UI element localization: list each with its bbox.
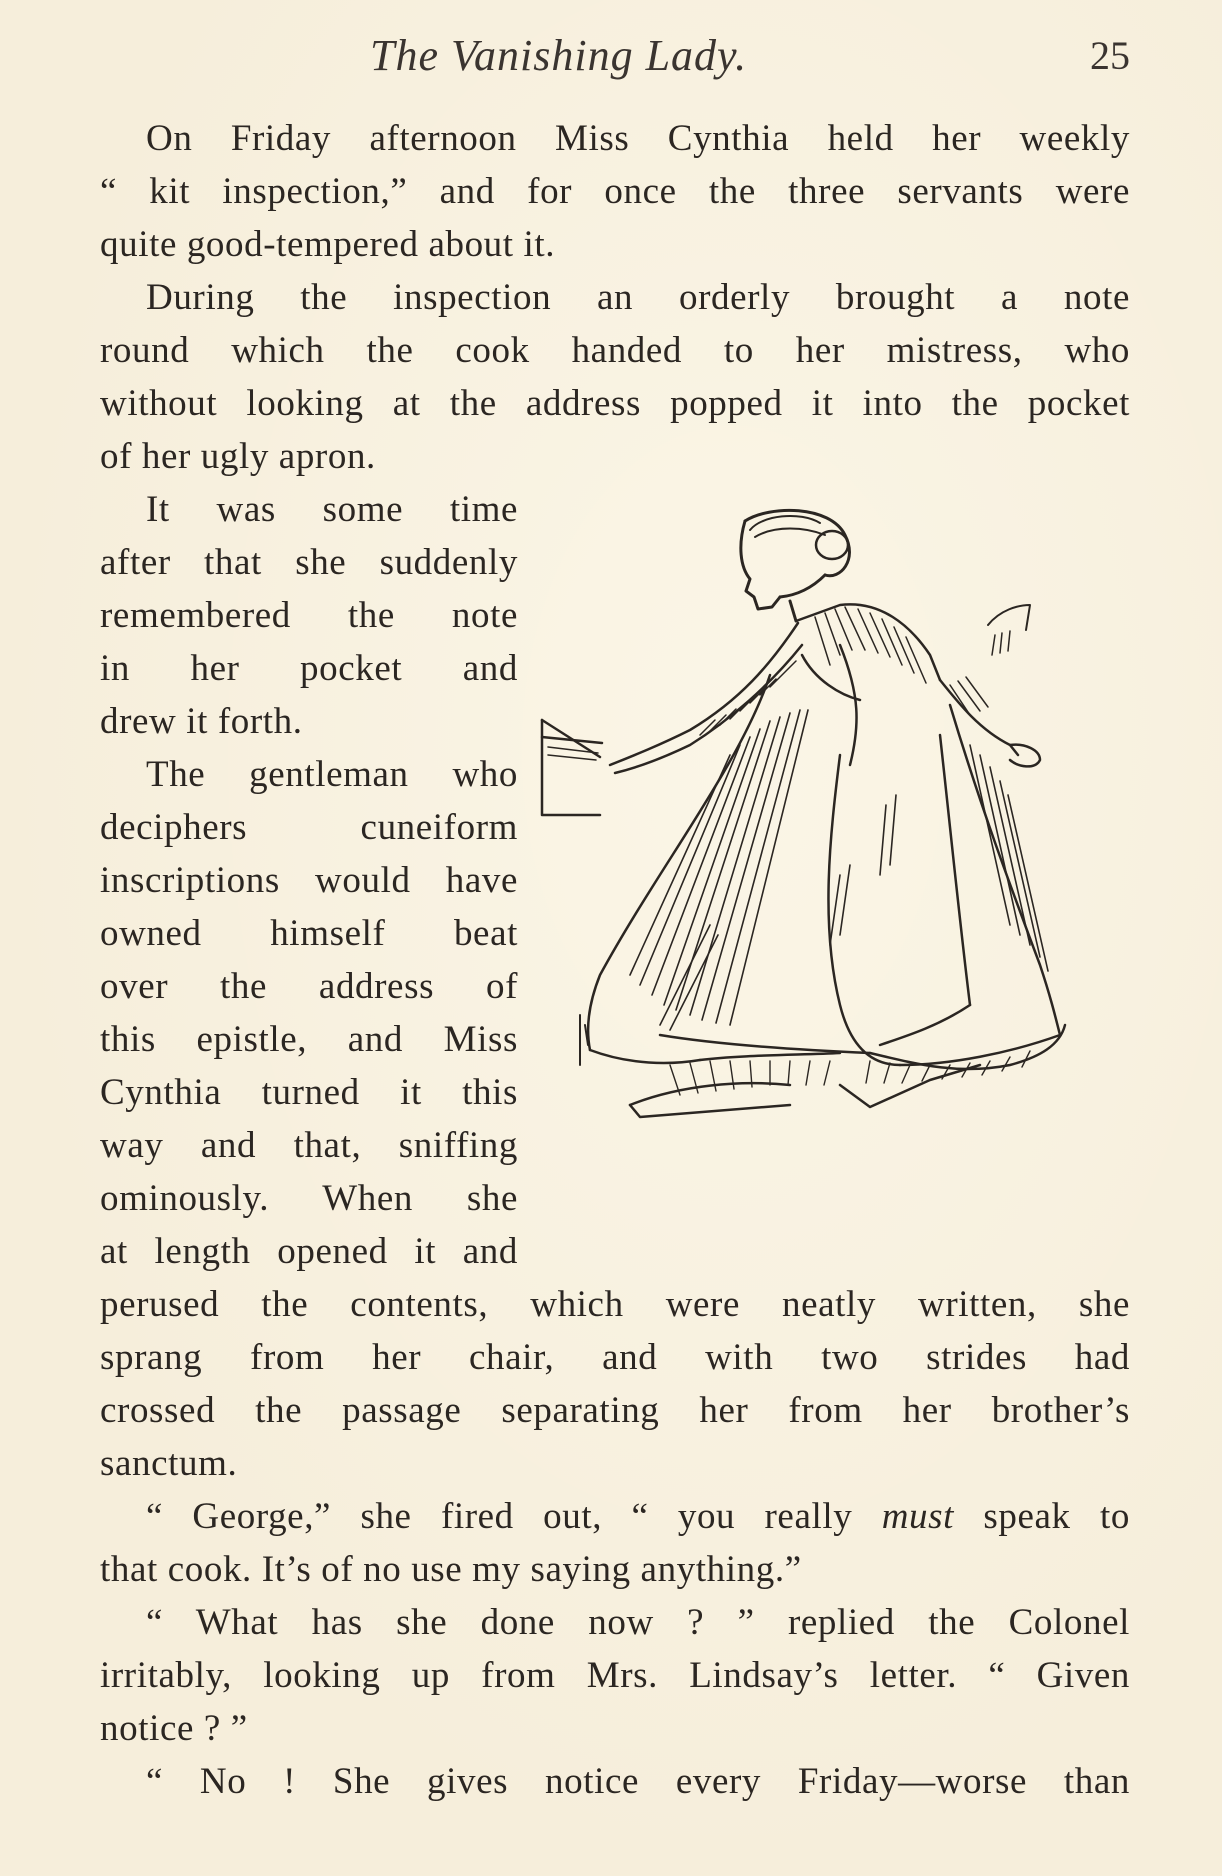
text-line: drew it forth. xyxy=(100,701,303,742)
feet-drawing xyxy=(580,1015,1065,1117)
text-line: The gentleman who xyxy=(146,754,518,795)
text-fragment: “ George,” she fired out, “ you really xyxy=(146,1496,882,1537)
text-line: after that she suddenly xyxy=(100,542,518,583)
text-line: irritably, looking up from Mrs. Lindsay’s letter. “ Given xyxy=(100,1655,1130,1696)
text-line: crossed the passage separating her from her brother’s xyxy=(100,1390,1130,1431)
text-line xyxy=(100,1490,1130,1543)
text-line: round which the cook handed to her mistress, who xyxy=(100,330,1130,371)
page-number: 25 xyxy=(1090,33,1130,78)
text-line: Cynthia turned it this xyxy=(100,1072,518,1113)
shading-drawing xyxy=(700,607,988,735)
text-line: perused the contents, which were neatly written, she xyxy=(100,1284,1130,1325)
woman-illustration xyxy=(540,505,1110,1205)
text-line: owned himself beat xyxy=(100,913,518,954)
text-line: at length opened it and xyxy=(100,1231,518,1272)
text-line: quite good-tempered about it. xyxy=(100,224,556,265)
text-line: sanctum. xyxy=(100,1443,238,1484)
emphasis-text: must xyxy=(881,1496,955,1537)
text-line: inscriptions would have xyxy=(100,860,518,901)
note-drawing xyxy=(542,720,602,815)
text-line: notice ? ” xyxy=(100,1708,248,1749)
text-line: in her pocket and xyxy=(100,648,518,689)
text-line: that cook. It’s of no use my saying anything.” xyxy=(100,1549,802,1590)
text-line: It was some time xyxy=(146,489,518,530)
text-line: without looking at the address popped it into the pocket xyxy=(100,383,1130,424)
text-line: way and that, sniffing xyxy=(100,1125,518,1166)
text-line: over the address of xyxy=(100,966,518,1007)
text-line: On Friday afternoon Miss Cynthia held her weekly xyxy=(146,118,1130,159)
text-fragment: speak to xyxy=(954,1496,1130,1537)
text-line: of her ugly apron. xyxy=(100,436,376,477)
text-line: ominously. When she xyxy=(100,1178,518,1219)
text-line: remembered the note xyxy=(100,595,518,636)
head-drawing xyxy=(741,510,850,621)
text-line: “ What has she done now ? ” replied the Colonel xyxy=(146,1602,1130,1643)
text-line: this epistle, and Miss xyxy=(100,1019,518,1060)
text-line: During the inspection an orderly brought a note xyxy=(146,277,1130,318)
text-line: “ kit inspection,” and for once the three servants were xyxy=(100,171,1130,212)
text-line: deciphers cuneiform xyxy=(100,807,518,848)
running-title: The Vanishing Lady. xyxy=(370,31,748,80)
running-head xyxy=(100,30,1130,90)
text-line: “ No ! She gives notice every Friday—worse than xyxy=(146,1761,1130,1802)
bodice-drawing xyxy=(610,604,1040,773)
text-line: sprang from her chair, and with two strides had xyxy=(100,1337,1130,1378)
